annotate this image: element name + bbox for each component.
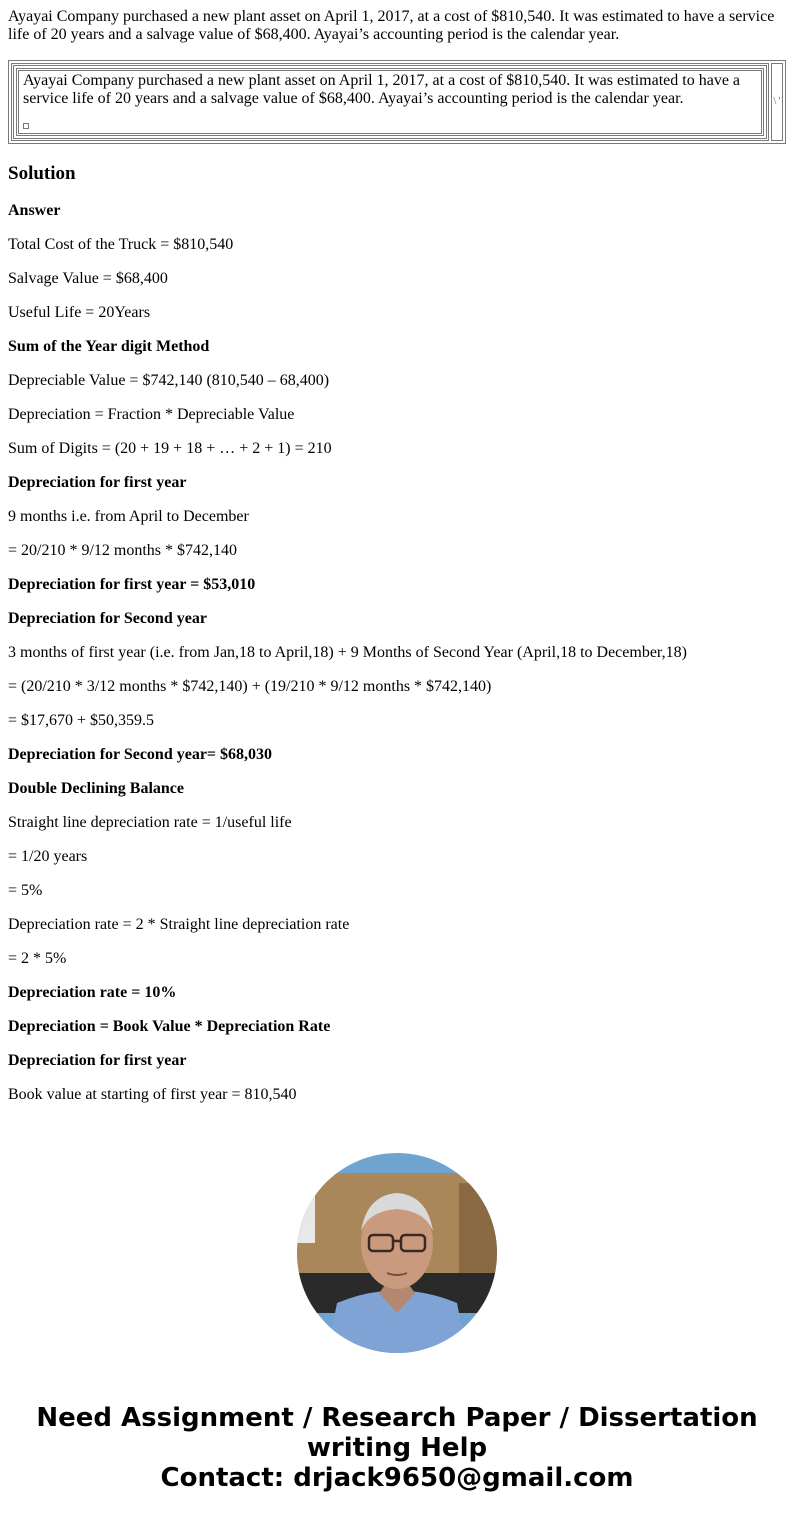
solution-line: = 1/20 years — [8, 848, 88, 865]
solution-subheading: Depreciation for first year — [8, 474, 187, 491]
solution-line: = 2 * 5% — [8, 950, 67, 967]
inner-table-cell — [16, 68, 764, 136]
solution-line: = (20/210 * 3/12 months * $742,140) + (19/210 * 9/12 months * $742,140) — [8, 678, 492, 695]
solution-subheading: Depreciation for Second year — [8, 610, 207, 627]
solution-subheading: Answer — [8, 202, 61, 219]
broken-image-icon — [23, 123, 29, 129]
solution-line: Depreciation rate = 2 * Straight line depreciation rate — [8, 916, 350, 933]
solution-line: Sum of Digits = (20 + 19 + 18 + … + 2 + 1) = 210 — [8, 440, 332, 457]
solution-heading: Solution — [8, 163, 76, 184]
side-cell — [771, 63, 783, 141]
inner-table — [13, 65, 767, 139]
question-table-text: Ayayai Company purchased a new plant asset on April 1, 2017, at a cost of $810,540. It was estimated to have a service life of 20 years and a salvage value of $68,400. Ayayai’s accounting period is the calendar year. — [23, 72, 741, 107]
promo-line-1: Need Assignment / Research Paper / Dissertation — [36, 1403, 758, 1433]
solution-line: Depreciation = Fraction * Depreciable Value — [8, 406, 295, 423]
solution-line: 9 months i.e. from April to December — [8, 508, 249, 525]
author-avatar — [297, 1153, 497, 1353]
solution-line: Salvage Value = $68,400 — [8, 270, 168, 287]
promo-contact: Contact: drjack9650@gmail.com — [160, 1463, 634, 1493]
question-table-content — [18, 70, 762, 134]
solution-line: Total Cost of the Truck = $810,540 — [8, 236, 234, 253]
solution-line: 3 months of first year (i.e. from Jan,18 to April,18) + 9 Months of Second Year (April,18 to December,18) — [8, 644, 687, 661]
solution-line: Depreciable Value = $742,140 (810,540 – 68,400) — [8, 372, 330, 389]
author-photo — [297, 1153, 497, 1353]
solution-subheading: Depreciation for first year — [8, 1052, 187, 1069]
solution-subheading: Depreciation = Book Value * Depreciation Rate — [8, 1018, 331, 1035]
question-table-cell — [11, 63, 769, 141]
solution-subheading: Double Declining Balance — [8, 780, 185, 797]
solution-subheading: Depreciation rate = 10% — [8, 984, 177, 1001]
promo-footer — [0, 1403, 794, 1493]
question-text: Ayayai Company purchased a new plant asset on April 1, 2017, at a cost of $810,540. It was estimated to have a service life of 20 years and a salvage value of $68,400. Ayayai’s accounting period is the calendar year. — [8, 8, 775, 43]
solution-line: Book value at starting of first year = 810,540 — [8, 1086, 297, 1103]
solution-line: Useful Life = 20Years — [8, 304, 151, 321]
solution-line: = 5% — [8, 882, 43, 899]
solution-lines — [8, 202, 786, 1104]
solution-line: = $17,670 + $50,359.5 — [8, 712, 155, 729]
solution-subheading: Depreciation for Second year= $68,030 — [8, 746, 273, 763]
side-cell-mark: \ ' — [773, 96, 781, 107]
question-table — [8, 60, 786, 144]
promo-line-2: writing Help — [306, 1433, 488, 1463]
solution-subheading: Depreciation for first year = $53,010 — [8, 576, 256, 593]
solution-subheading: Sum of the Year digit Method — [8, 338, 210, 355]
solution-line: = 20/210 * 9/12 months * $742,140 — [8, 542, 238, 559]
solution-line: Straight line depreciation rate = 1/useful life — [8, 814, 292, 831]
photo-switch-panel — [297, 1183, 315, 1243]
